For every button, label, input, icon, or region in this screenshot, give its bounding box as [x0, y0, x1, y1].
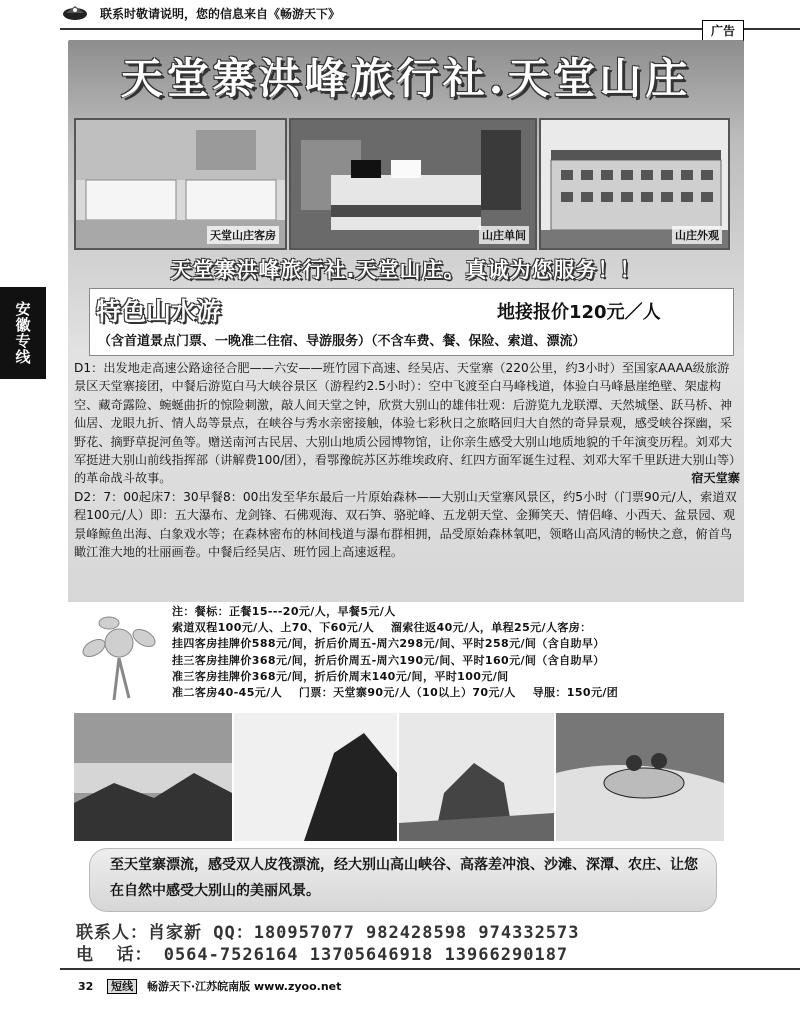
photo-single-room — [289, 118, 537, 250]
contact-phones: 电 话： 0564-7526164 13705646918 13966290187 — [76, 945, 569, 965]
photo-exterior — [539, 118, 730, 250]
scenic-photo-clouds — [74, 713, 232, 841]
page-number: 32 — [78, 980, 94, 993]
price-notes — [172, 604, 618, 701]
photo-caption: 天堂山庄客房 — [207, 226, 279, 244]
day1-text — [74, 359, 740, 488]
footer-rule — [60, 968, 800, 970]
section-tag: 短线 — [107, 979, 137, 994]
scenic-photo-peaks — [234, 713, 397, 841]
day2-text: D2：7：00起床7：30早餐8：00出发至华东最后一片原始森林——大别山天堂寨风景区，约5小时（门票90元/人，索道双程100元/人）即：五大瀑布、龙剑锋、石佛观海、双石笋、骆驼峰、五龙朝天堂、金狮笑天、情侣峰、小西天、盆景园、观景峰鲸鱼出海、白象戏水等；在森林密布的林间栈道与瀑布群相拥，品受原始森林氧吧，领略山高风清的畅快之意，俯首鸟瞰江淮大地的壮丽画卷。中餐后经吴店、班竹园上高速返程。 — [74, 489, 737, 560]
photo-caption: 山庄外观 — [672, 226, 722, 244]
publication-info: 畅游天下·江苏皖南版 www.zyoo.net — [147, 980, 342, 993]
itinerary-text — [74, 359, 740, 561]
ad-label: 广告 — [702, 20, 744, 42]
notes-line: 注：餐标：正餐15---20元/人，早餐5元/人 — [172, 605, 396, 618]
source-notice: 联系时敬请说明，您的信息来自《畅游天下》 — [100, 7, 341, 21]
page-footer — [78, 978, 341, 994]
notes-line: 索道双程100元/人、上70、下60元/人 溜索往返40元/人，单程25元/人客房： — [172, 621, 592, 635]
day1-stay: 宿天堂寨 — [691, 471, 740, 486]
service-slogan: 天堂寨洪峰旅行社.天堂山庄。真诚为您服务！！ — [170, 258, 642, 282]
rafting-description: 至天堂寨漂流，感受双人皮筏漂流，经大别山高山峡谷、高落差冲浪、沙滩、深潭、农庄、让您在自然中感受大别山的美丽风景。 — [110, 857, 698, 899]
price-label: 地接报价120元／人 — [497, 302, 661, 323]
magazine-logo-icon — [62, 4, 88, 22]
notes-line: 挂四客房挂牌价588元/间，折后价周五-周六298元/间、平时258元/间（含自助早） — [172, 637, 605, 651]
scenic-photo-rock — [399, 713, 554, 841]
notes-line: 准二客房40-45元/人 门票：天堂寨90元/人（10以上）70元/人 导服：150元/团 — [172, 686, 619, 700]
notes-line: 挂三客房挂牌价368元/间，折后价周五-周六190元/间、平时160元/间（含自助早） — [172, 653, 605, 667]
scenic-photo-rafting — [556, 713, 724, 841]
photo-guest-room — [74, 118, 287, 250]
price-includes: （含首道景点门票、一晚准二住宿、导游服务）（不含车费、餐、保险、索道、漂流） — [98, 334, 586, 349]
day1-description: D1：出发地走高速公路途径合肥——六安——班竹园下高速、经吴店、天堂寨（220公里，约3小时）至国家AAAA级旅游景区天堂寨接团，中餐后游览白马大峡谷景区（游程约2.5小时）：空中飞渡至白马峰栈道，体验白马峰悬崖绝壁、架虚构空、藏奇露险、蜿蜒曲折的惊险刺激，敲人间天堂之钟，欣赏大别山的雄伟壮观：后游览九龙联潭、天然城堡、跃马桥、神仙居、龙眼九折、情人岛等景点，在峡谷与秀水亲密接触，体验七彩秋日之旅略回归大自然的奇异景观，感受峡谷探幽，采野花、摘野草捉河鱼等。赠送南河古民居、大别山地质公园博物馆，让你亲生感受大别山地质地貌的千年演变历程。刘邓大军挺进大别山前线指挥部（讲解费100/团），看鄂豫皖苏区苏维埃政府、红四方面军诞生过程、刘邓大军千里跃进大别山等）的革命战斗故事。 — [74, 361, 736, 486]
notes-line: 准三客房挂牌价368元/间，折后价周末140元/间，平时100元/间 — [172, 669, 509, 683]
flower-decoration-icon — [74, 608, 164, 704]
scenic-photo-strip — [74, 713, 724, 841]
feature-title: 特色山水游 — [96, 297, 222, 326]
contact-person-qq: 联系人：肖家新 QQ：180957077 982428598 974332573 — [76, 923, 580, 943]
section-side-tab: 安徽专线 — [0, 287, 46, 379]
photo-caption: 山庄单间 — [479, 226, 529, 244]
ad-title: 天堂寨洪峰旅行社.天堂山庄 — [120, 54, 692, 103]
